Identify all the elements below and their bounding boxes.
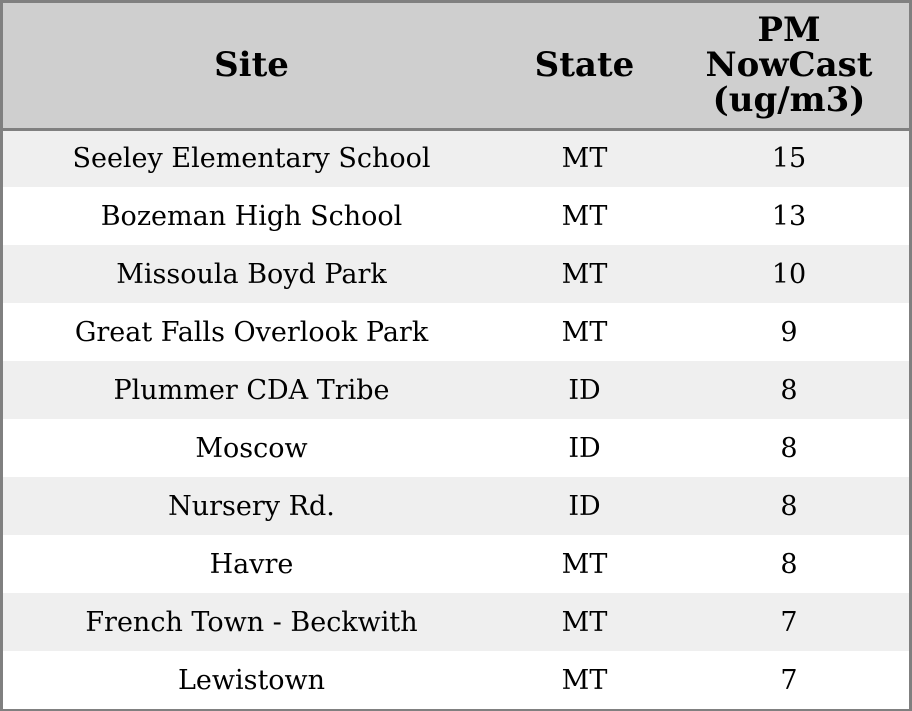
cell-site: Great Falls Overlook Park	[74, 316, 429, 348]
cell-pm: 8	[780, 374, 798, 406]
table-row	[3, 303, 909, 361]
cell-state: ID	[568, 374, 601, 406]
cell-pm: 7	[780, 664, 798, 696]
table-row	[3, 187, 909, 245]
cell-pm: 10	[771, 258, 807, 290]
table-row	[3, 593, 909, 651]
table-row	[3, 651, 909, 709]
cell-site: Plummer CDA Tribe	[113, 374, 390, 406]
header-row	[3, 3, 909, 129]
header-state: State	[500, 3, 669, 129]
cell-pm: 13	[771, 200, 807, 232]
cell-state: MT	[561, 316, 608, 348]
table-row	[3, 245, 909, 303]
cell-state: MT	[561, 143, 608, 175]
header-pm-nowcast	[669, 3, 909, 129]
cell-pm: 15	[771, 143, 807, 175]
cell-state: MT	[561, 548, 608, 580]
table-body	[3, 129, 909, 709]
cell-site: Missoula Boyd Park	[116, 258, 387, 290]
cell-pm: 8	[780, 432, 798, 464]
cell-site: Seeley Elementary School	[72, 143, 431, 175]
cell-site: Havre	[209, 548, 294, 580]
table-row	[3, 419, 909, 477]
cell-site: Nursery Rd.	[168, 490, 335, 522]
header-site: Site	[3, 3, 500, 129]
table-row	[3, 361, 909, 419]
cell-state: ID	[568, 490, 601, 522]
header-pm-line-1: PM	[757, 9, 821, 50]
pm-nowcast-table	[3, 3, 909, 709]
cell-site: Lewistown	[177, 664, 326, 696]
cell-pm: 7	[780, 606, 798, 638]
cell-state: MT	[561, 606, 608, 638]
header-pm-line-2: NowCast	[705, 44, 873, 85]
table-row	[3, 535, 909, 593]
cell-state: MT	[561, 200, 608, 232]
cell-site: Bozeman High School	[100, 200, 403, 232]
table-row	[3, 477, 909, 535]
header-pm-line-3: (ug/m3)	[712, 79, 866, 120]
cell-state: MT	[561, 258, 608, 290]
cell-site: Moscow	[195, 432, 308, 464]
table-header	[3, 3, 909, 129]
cell-state: MT	[561, 664, 608, 696]
cell-pm: 8	[780, 548, 798, 580]
table-row	[3, 129, 909, 187]
cell-pm: 8	[780, 490, 798, 522]
cell-site: French Town - Beckwith	[85, 606, 418, 638]
cell-pm: 9	[780, 316, 798, 348]
cell-state: ID	[568, 432, 601, 464]
